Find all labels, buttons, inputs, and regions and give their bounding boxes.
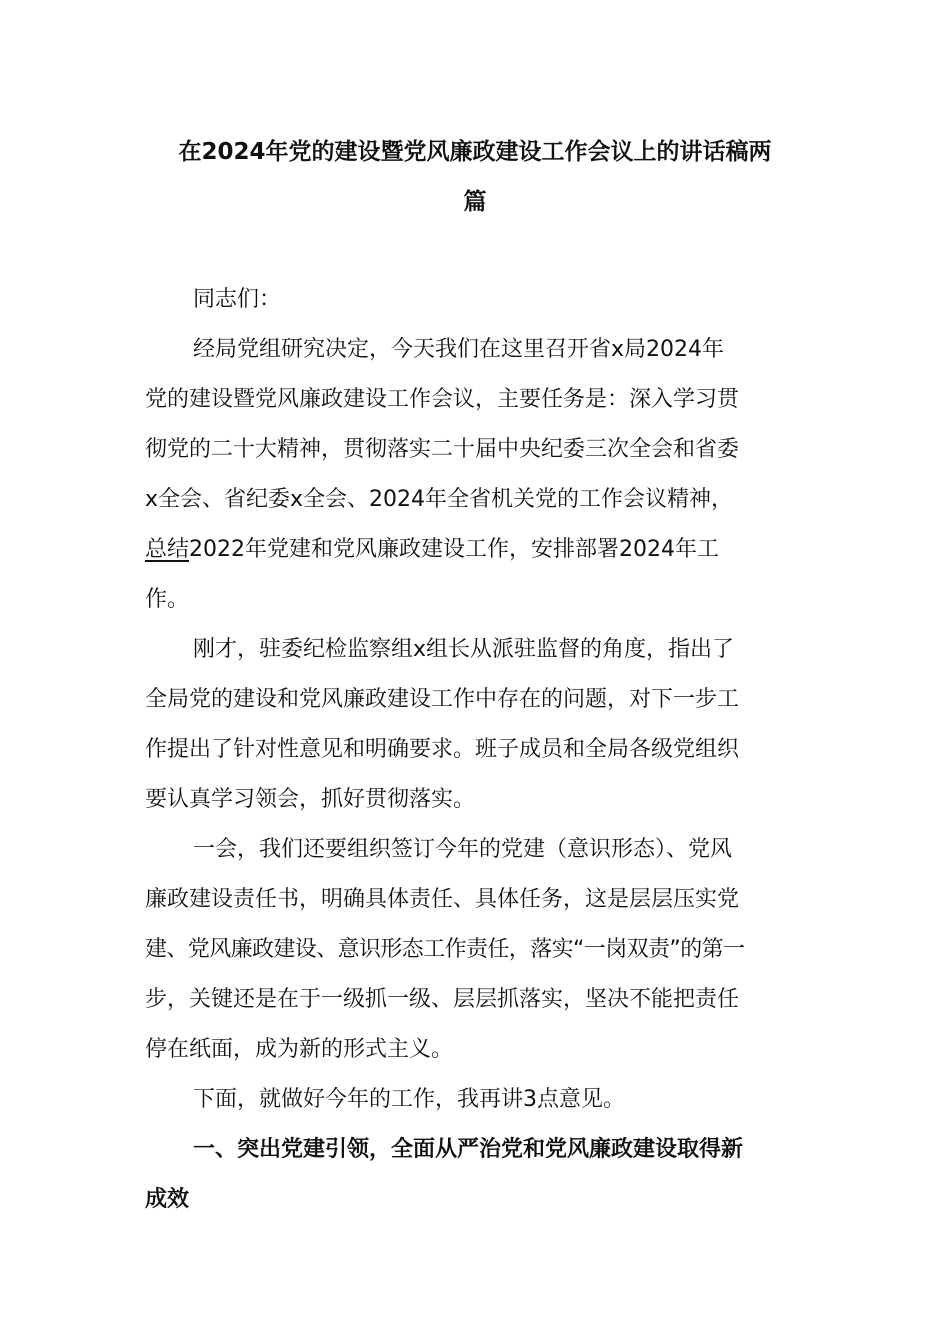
paragraph-3-line-1: 一会，我们还要组织签订今年的党建（意识形态）、党风 — [193, 837, 733, 862]
paragraph-1-line-3: 彻党的二十大精神，贯彻落实二十届中央纪委三次全会和省委 — [145, 437, 740, 462]
paragraph-2-line-1: 刚才，驻委纪检监察组x组长从派驻监督的角度，指出了 — [193, 637, 735, 662]
document-title-line-1: 在2024年党的建设暨党风廉政建设工作会议上的讲话稿两 — [178, 139, 772, 165]
paragraph-3-line-2: 廉政建设责任书，明确具体责任、具体任务，这是层层压实党 — [145, 887, 740, 912]
paragraph-3-line-5: 停在纸面，成为新的形式主义。 — [145, 1037, 454, 1062]
paragraph-4: 下面，就做好今年的工作，我再讲3点意见。 — [193, 1087, 625, 1112]
paragraph-3-line-4: 步，关键还是在于一级抓一级、层层抓落实，坚决不能把责任 — [145, 987, 740, 1012]
section-1-heading-line-2: 成效 — [145, 1187, 190, 1212]
underlined-word: 总结 — [145, 537, 190, 562]
paragraph-2-line-4: 要认真学习领会，抓好贯彻落实。 — [145, 787, 476, 812]
paragraph-1-line-4: x全会、省纪委x全会、2024年全省机关党的工作会议精神， — [145, 487, 734, 512]
paragraph-1-line-2: 党的建设暨党风廉政建设工作会议，主要任务是：深入学习贯 — [145, 387, 740, 412]
paragraph-1-line-6: 作。 — [145, 587, 190, 612]
section-1-heading-line-1: 一、突出党建引领，全面从严治党和党风廉政建设取得新 — [193, 1137, 744, 1162]
document-title-line-2: 篇 — [463, 189, 487, 215]
paragraph-2-line-2: 全局党的建设和党风廉政建设工作中存在的问题，对下一步工 — [145, 687, 740, 712]
paragraph-1-line-1: 经局党组研究决定，今天我们在这里召开省x局2024年 — [193, 337, 725, 362]
paragraph-3-line-3: 建、党风廉政建设、意识形态工作责任，落实“一岗双责”的第一 — [145, 937, 745, 962]
paragraph-1-line-5 — [145, 534, 815, 566]
salutation: 同志们： — [193, 287, 282, 312]
paragraph-1-line-5-rest: 2022年党建和党风廉政建设工作，安排部署2024年工 — [189, 537, 719, 562]
paragraph-2-line-3: 作提出了针对性意见和明确要求。班子成员和全局各级党组织 — [145, 737, 740, 762]
